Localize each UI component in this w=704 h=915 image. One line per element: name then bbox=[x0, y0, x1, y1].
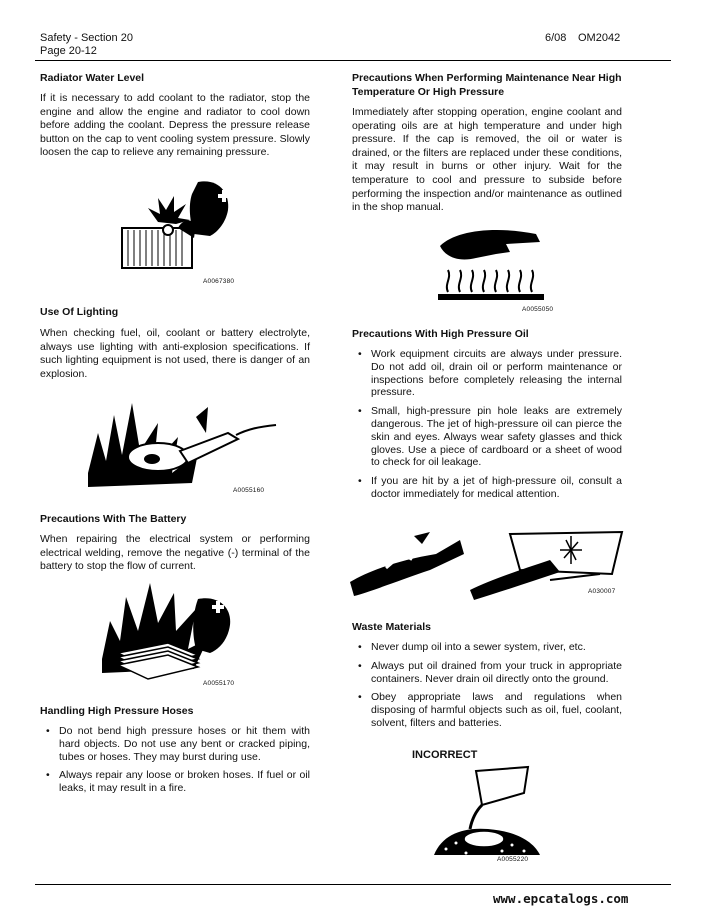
waste-figure-code: A0055220 bbox=[497, 856, 529, 863]
revision-date: 6/08 bbox=[545, 32, 567, 44]
list-item: • Always repair any loose or broken hoses. If fuel or oil leaks, it may result in a fire. bbox=[40, 769, 310, 795]
hoses-list bbox=[40, 725, 310, 801]
list-item: • If you are hit by a jet of high-pressure oil, consult a doctor immediately for medical attention. bbox=[352, 475, 622, 501]
maintenance-paragraph: Immediately after stopping operation, engine coolant and operating oils are at high temperature and under high pressure. If the cap is removed, the oil or water is drained, or the filters are replaced under these conditions, it may result in burns or other injury. Wait for the temperature to cool and pressure to subside before performing the inspection and/or maintenance as outlined in the shop manual. bbox=[352, 106, 622, 214]
battery-heading: Precautions With The Battery bbox=[40, 513, 187, 525]
document-id: OM2042 bbox=[578, 32, 621, 44]
hot-surface-hand-illustration bbox=[436, 222, 546, 308]
oil-dumping-illustration bbox=[432, 765, 542, 861]
pinhole-leak-illustration bbox=[350, 530, 626, 600]
radiator-paragraph: If it is necessary to add coolant to the radiator, stop the engine and allow the engine and radiator to cool down before adding the coolant. Depress the pressure release button on the cap to vent cooling system pressure. Slowly loosen the cap to relieve any remaining pressure. bbox=[40, 92, 310, 159]
battery-explosion-illustration bbox=[98, 583, 238, 687]
list-item: • Obey appropriate laws and regulations when disposing of harmful objects such as oil, fuel, coolant, solvent, filters and batteries. bbox=[352, 691, 622, 729]
lighting-figure-code: A0055160 bbox=[233, 487, 265, 494]
oil-figure-code: A030007 bbox=[588, 588, 616, 595]
lighting-heading: Use Of Lighting bbox=[40, 306, 119, 318]
list-item: • Do not bend high pressure hoses or hit them with hard objects. Do not use any bent or cracked piping, tubes or hoses. They may burst during use. bbox=[40, 725, 310, 763]
radiator-figure-code: A0067380 bbox=[203, 278, 235, 285]
hoses-heading: Handling High Pressure Hoses bbox=[40, 705, 194, 717]
list-item: • Small, high-pressure pin hole leaks are extremely dangerous. The jet of high-pressure oil can pierce the skin and eyes. Always wear safety glasses and thick gloves. Use a piece of cardboard or a sheet of wood to check for oil leakage. bbox=[352, 405, 622, 469]
footer-rule bbox=[35, 884, 671, 885]
waste-list bbox=[352, 641, 622, 736]
battery-paragraph: When repairing the electrical system or performing electrical welding, remove the negative (-) terminal of the battery to stop the flow of current. bbox=[40, 533, 310, 573]
oil-heading: Precautions With High Pressure Oil bbox=[352, 328, 529, 340]
section-title: Safety - Section 20 bbox=[40, 32, 133, 44]
explosion-proof-light-illustration bbox=[88, 403, 278, 493]
oil-list bbox=[352, 348, 622, 507]
battery-figure-code: A0055170 bbox=[203, 680, 235, 687]
radiator-heading: Radiator Water Level bbox=[40, 72, 145, 84]
page-number: Page 20-12 bbox=[40, 45, 97, 57]
list-item: • Never dump oil into a sewer system, river, etc. bbox=[352, 641, 622, 654]
watermark-url[interactable]: www.epcatalogs.com bbox=[493, 891, 629, 906]
list-item: • Work equipment circuits are always under pressure. Do not add oil, drain oil or perform maintenance or inspections before completely releasing the internal pressure. bbox=[352, 348, 622, 399]
maintenance-heading: Precautions When Performing Maintenance Near High Temperature Or High Pressure bbox=[352, 72, 622, 98]
waste-heading: Waste Materials bbox=[352, 621, 431, 633]
maintenance-figure-code: A0055050 bbox=[522, 306, 554, 313]
list-item: • Always put oil drained from your truck in appropriate containers. Never drain oil directly onto the ground. bbox=[352, 660, 622, 686]
header-rule bbox=[35, 60, 671, 61]
lighting-paragraph: When checking fuel, oil, coolant or battery electrolyte, always use lighting with anti-explosion specifications. If such lighting equipment is not used, there is danger of an explosion. bbox=[40, 327, 310, 380]
incorrect-label: INCORRECT bbox=[412, 749, 478, 761]
radiator-warning-illustration bbox=[118, 178, 238, 288]
